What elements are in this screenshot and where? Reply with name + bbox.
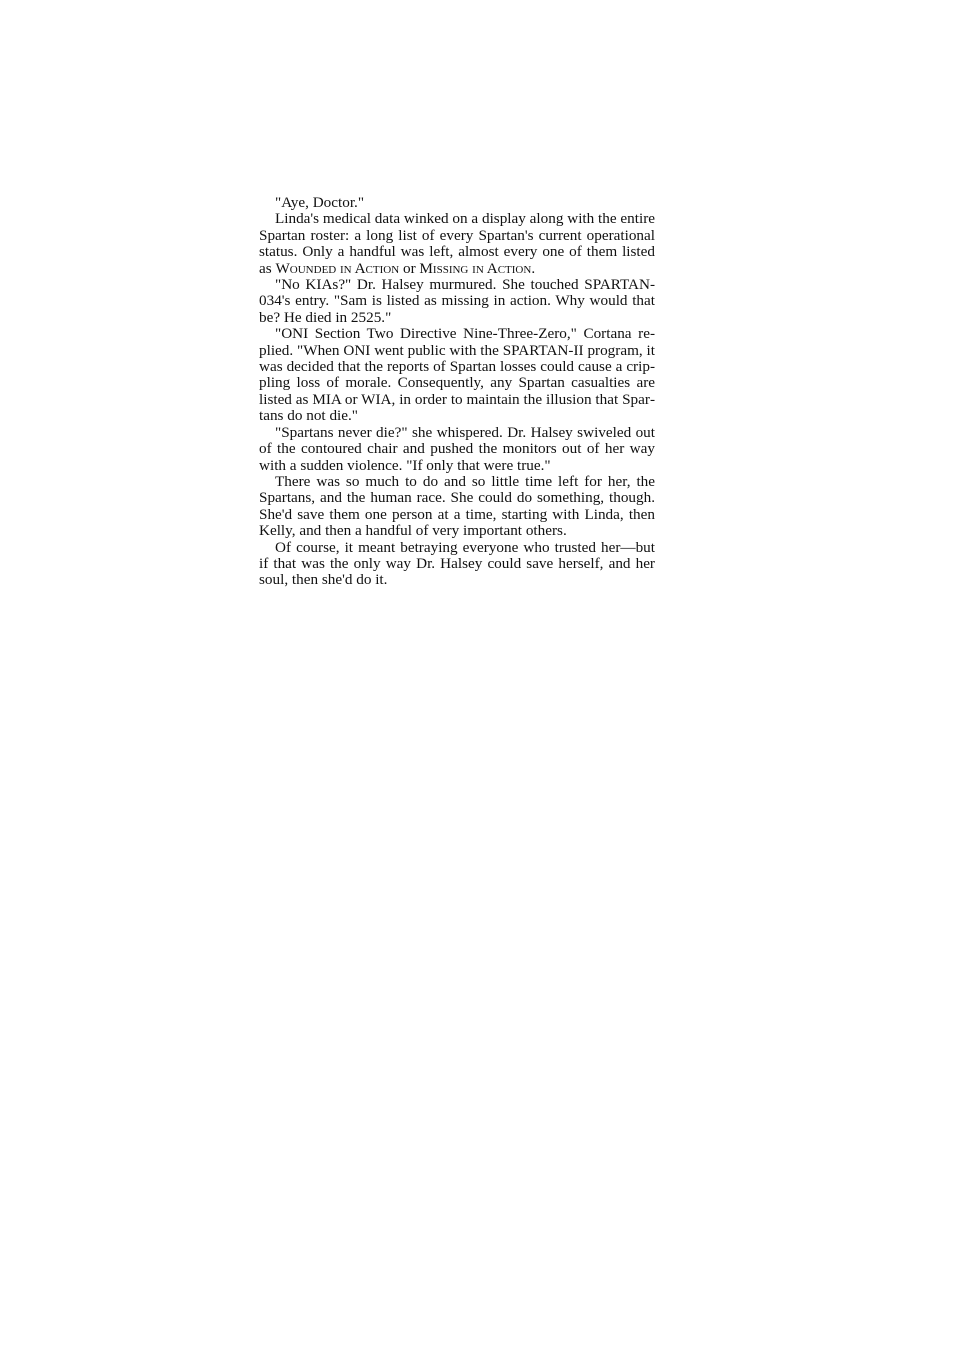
paragraph-5: "Spartans never die?" she whispered. Dr. Halsey swiveled out of the contoured chair and pushed the monitors out of her way with a sudden violence. "If only that were true." <box>259 423 655 474</box>
status-missing: Missing in Action <box>419 259 532 277</box>
paragraph-3: "No KIAs?" Dr. Halsey murmured. She touched SPARTAN-034's entry. "Sam is listed as missing in action. Why would that be? He died in 2525." <box>259 276 655 326</box>
status-joiner: or <box>399 259 420 277</box>
body-text <box>259 195 655 589</box>
paragraph-7: Of course, it meant betraying everyone who trusted her—but if that was the only way Dr. Halsey could save herself, and her soul, then she'd do it. <box>259 538 655 589</box>
paragraph-4: "ONI Section Two Directive Nine-Three-Zero," Cortana replied. "When ONI went public with the SPARTAN-II program, it was decided that the reports of Spartan losses could cause a crippling loss of morale. Consequently, any Spartan casualties are listed as MIA or WIA, in order to maintain the illusion that Spartans do not die." <box>259 325 655 425</box>
status-wounded: Wounded in Action <box>275 259 400 277</box>
paragraph-2-text: Linda's medical data winked on a display along with the entire Spartan roster: a long list of every Spartan's current operational status. Only a handful was left, almost every one of them listed as <box>259 210 655 277</box>
paragraph-6: There was so much to do and so little time left for her, the Spartans, and the human race. She could do something, though. She'd save them one person at a time, starting with Linda, then Kelly, and then a handful of very important others. <box>259 472 655 540</box>
paragraph-1: "Aye, Doctor." <box>275 194 365 211</box>
status-end: . <box>531 259 536 277</box>
paragraph-2 <box>259 211 655 277</box>
